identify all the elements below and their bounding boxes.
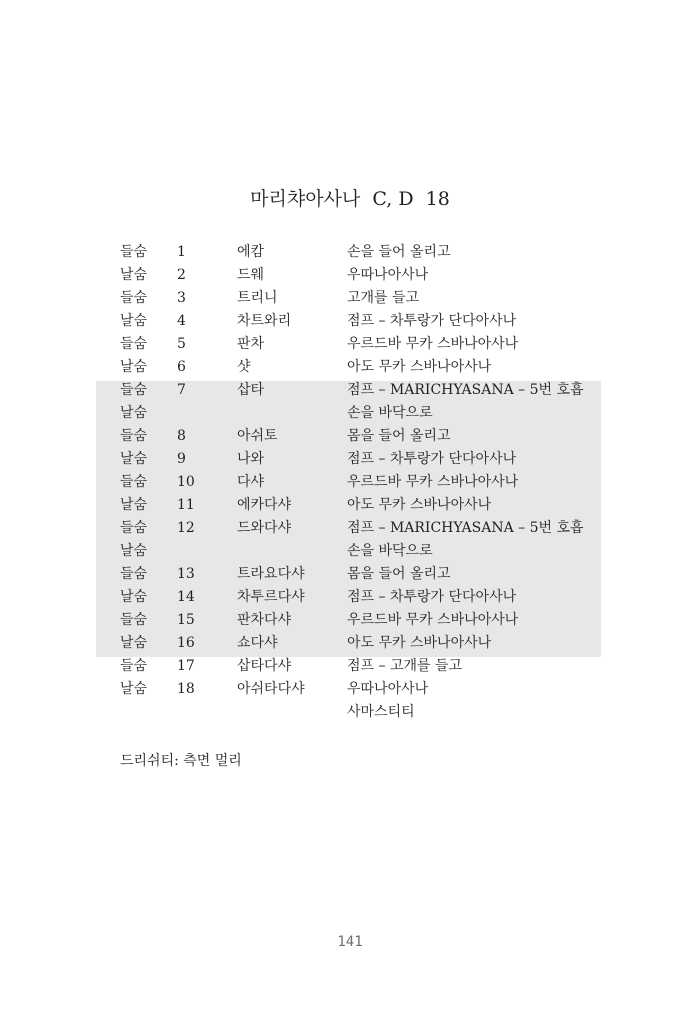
table-row [0, 701, 700, 724]
action-cell: 손을 바닥으로 [347, 543, 433, 559]
count-cell: 12 [177, 520, 195, 536]
count-name-cell: 쇼다샤 [237, 635, 278, 651]
action-cell: 손을 들어 올리고 [347, 244, 451, 260]
table-row [0, 333, 700, 356]
table-row [0, 425, 700, 448]
count-name-cell: 에캄 [237, 244, 265, 260]
table-row [0, 448, 700, 471]
action-cell: 우르드바 무카 스바나아사나 [347, 474, 519, 490]
count-name-cell: 트리니 [237, 290, 278, 306]
count-name-cell: 차투르다샤 [237, 589, 305, 605]
title-vinyasa-count: 18 [425, 188, 450, 210]
breath-cell: 들숨 [120, 474, 148, 490]
table-row [0, 563, 700, 586]
breath-cell: 날숨 [120, 267, 148, 283]
count-cell: 9 [177, 451, 186, 467]
count-cell: 5 [177, 336, 186, 352]
action-cell: 손을 바닥으로 [347, 405, 433, 421]
vinyasa-table [0, 241, 700, 724]
count-cell: 13 [177, 566, 195, 582]
breath-cell: 날숨 [120, 635, 148, 651]
action-cell: 아도 무카 스바나아사나 [347, 497, 492, 513]
action-cell: 사마스티티 [347, 704, 415, 720]
breath-cell: 날숨 [120, 543, 148, 559]
table-row [0, 655, 700, 678]
action-cell: 점프 – 차투랑가 단다아사나 [347, 451, 517, 467]
count-name-cell: 에카다샤 [237, 497, 292, 513]
count-name-cell: 다샤 [237, 474, 265, 490]
table-row [0, 471, 700, 494]
breath-cell: 날숨 [120, 681, 148, 697]
action-cell: 몸을 들어 올리고 [347, 566, 451, 582]
action-cell: 아도 무카 스바나아사나 [347, 635, 492, 651]
table-row [0, 540, 700, 563]
count-name-cell: 드웨 [237, 267, 265, 283]
count-name-cell: 판차다샤 [237, 612, 292, 628]
action-cell: 점프 – 차투랑가 단다아사나 [347, 313, 517, 329]
table-row [0, 517, 700, 540]
count-name-cell: 드와다샤 [237, 520, 292, 536]
action-cell: 고개를 들고 [347, 290, 420, 306]
drishti-note: 드리쉬티: 측면 멀리 [120, 753, 242, 769]
action-cell: 우따나아사나 [347, 267, 429, 283]
action-cell: 우르드바 무카 스바나아사나 [347, 612, 519, 628]
breath-cell: 들숨 [120, 382, 148, 398]
page-title [0, 184, 700, 211]
breath-cell: 날숨 [120, 497, 148, 513]
table-row [0, 241, 700, 264]
breath-cell: 들숨 [120, 658, 148, 674]
table-row [0, 402, 700, 425]
table-row [0, 287, 700, 310]
breath-cell: 날숨 [120, 589, 148, 605]
action-cell: 우르드바 무카 스바나아사나 [347, 336, 519, 352]
count-name-cell: 삽타 [237, 382, 265, 398]
action-cell: 점프 – 고개를 들고 [347, 658, 463, 674]
count-name-cell: 판차 [237, 336, 265, 352]
count-name-cell: 삽타다샤 [237, 658, 292, 674]
breath-cell: 날숨 [120, 451, 148, 467]
count-name-cell: 샷 [237, 359, 251, 375]
count-name-cell: 나와 [237, 451, 265, 467]
breath-cell: 들숨 [120, 612, 148, 628]
table-row [0, 379, 700, 402]
action-cell: 점프 – 차투랑가 단다아사나 [347, 589, 517, 605]
table-row [0, 632, 700, 655]
table-row [0, 356, 700, 379]
action-cell: 점프 – MARICHYASANA – 5번 호흡 [347, 382, 584, 398]
breath-cell: 들숨 [120, 566, 148, 582]
breath-cell: 들숨 [120, 244, 148, 260]
count-cell: 1 [177, 244, 186, 260]
action-cell: 우따나아사나 [347, 681, 429, 697]
breath-cell: 들숨 [120, 336, 148, 352]
page-number: 141 [337, 934, 363, 950]
table-row [0, 609, 700, 632]
table-row [0, 586, 700, 609]
count-name-cell: 차트와리 [237, 313, 292, 329]
count-name-cell: 아쉬타다샤 [237, 681, 305, 697]
count-cell: 16 [177, 635, 195, 651]
count-name-cell: 트라요다샤 [237, 566, 305, 582]
count-cell: 10 [177, 474, 195, 490]
count-cell: 18 [177, 681, 195, 697]
table-row [0, 678, 700, 701]
table-row [0, 494, 700, 517]
count-cell: 7 [177, 382, 186, 398]
breath-cell: 들숨 [120, 290, 148, 306]
count-cell: 3 [177, 290, 186, 306]
action-cell: 아도 무카 스바나아사나 [347, 359, 492, 375]
table-row [0, 264, 700, 287]
count-name-cell: 아쉬토 [237, 428, 278, 444]
count-cell: 4 [177, 313, 186, 329]
action-cell: 몸을 들어 올리고 [347, 428, 451, 444]
count-cell: 11 [177, 497, 195, 513]
count-cell: 2 [177, 267, 186, 283]
count-cell: 17 [177, 658, 195, 674]
table-row [0, 310, 700, 333]
count-cell: 14 [177, 589, 195, 605]
action-cell: 점프 – MARICHYASANA – 5번 호흡 [347, 520, 584, 536]
breath-cell: 날숨 [120, 405, 148, 421]
title-variant: C, D [372, 188, 414, 210]
count-cell: 8 [177, 428, 186, 444]
title-pose-name: 마리챠아사나 [250, 188, 361, 210]
count-cell: 6 [177, 359, 186, 375]
breath-cell: 날숨 [120, 313, 148, 329]
breath-cell: 날숨 [120, 359, 148, 375]
count-cell: 15 [177, 612, 195, 628]
breath-cell: 들숨 [120, 428, 148, 444]
breath-cell: 들숨 [120, 520, 148, 536]
